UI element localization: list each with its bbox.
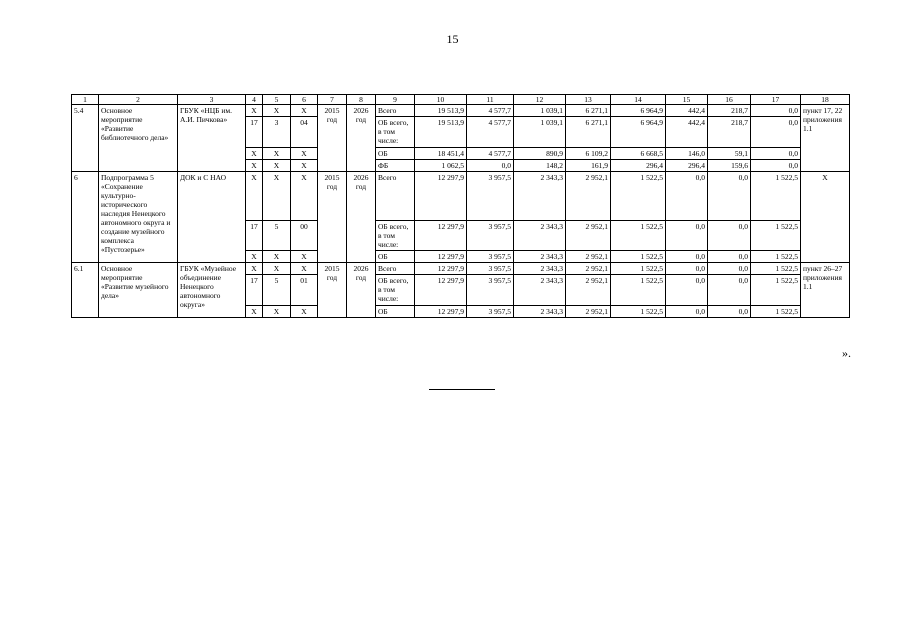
value-cell: 6 271,1	[566, 105, 611, 117]
source-label: Всего	[376, 105, 415, 117]
financing-table	[71, 94, 850, 318]
row-number: 6	[72, 172, 99, 263]
column-header: 6	[291, 95, 318, 105]
value-cell: 1 522,5	[611, 275, 666, 306]
value-cell: 1 522,5	[751, 306, 801, 318]
value-cell: 2 343,3	[514, 251, 566, 263]
code-cell: X	[246, 172, 263, 221]
value-cell: 0,0	[708, 275, 751, 306]
value-cell: 2 952,1	[566, 172, 611, 221]
executor: ГБУК «НЦБ им. А.И. Пичкова»	[178, 105, 246, 172]
value-cell: 0,0	[708, 263, 751, 275]
source-label: ОБ всего, в том числе:	[376, 221, 415, 251]
value-cell: 0,0	[666, 251, 708, 263]
value-cell: 1 522,5	[611, 172, 666, 221]
value-cell: 442,4	[666, 117, 708, 148]
start-year: 2015 год	[318, 105, 347, 172]
column-header: 17	[751, 95, 801, 105]
code-cell: 17	[246, 221, 263, 251]
value-cell: 6 271,1	[566, 117, 611, 148]
value-cell: 3 957,5	[467, 221, 514, 251]
code-cell: X	[291, 306, 318, 318]
column-header: 5	[263, 95, 291, 105]
value-cell: 0,0	[751, 117, 801, 148]
value-cell: 0,0	[467, 160, 514, 172]
source-label: ОБ	[376, 306, 415, 318]
column-header: 11	[467, 95, 514, 105]
value-cell: 12 297,9	[415, 275, 467, 306]
value-cell: 1 522,5	[751, 172, 801, 221]
code-cell: 01	[291, 275, 318, 306]
value-cell: 146,0	[666, 148, 708, 160]
value-cell: 1 522,5	[611, 221, 666, 251]
subprogram-name: Подпрограмма 5 «Сохранение культурно-исторического наследия Ненецкого автономного округа и создание музейного комплекса «Пустозерье»	[99, 172, 178, 263]
value-cell: 2 952,1	[566, 251, 611, 263]
source-label: ОБ	[376, 251, 415, 263]
value-cell: 2 343,3	[514, 275, 566, 306]
value-cell: 159,6	[708, 160, 751, 172]
code-cell: 04	[291, 117, 318, 148]
code-cell: X	[291, 105, 318, 117]
end-year: 2026 год	[347, 263, 376, 318]
value-cell: 0,0	[708, 306, 751, 318]
value-cell: 6 668,5	[611, 148, 666, 160]
source-label: ФБ	[376, 160, 415, 172]
executor: ГБУК «Музейное объединение Ненецкого автономного округа»	[178, 263, 246, 318]
code-cell: X	[291, 148, 318, 160]
value-cell: 2 343,3	[514, 263, 566, 275]
code-cell: X	[246, 306, 263, 318]
source-label: Всего	[376, 263, 415, 275]
source-label: ОБ	[376, 148, 415, 160]
code-cell: X	[246, 251, 263, 263]
code-cell: X	[263, 172, 291, 221]
value-cell: 1 039,1	[514, 117, 566, 148]
value-cell: 2 952,1	[566, 306, 611, 318]
value-cell: 0,0	[751, 148, 801, 160]
code-cell: X	[263, 263, 291, 275]
code-cell: X	[263, 105, 291, 117]
table-row	[72, 263, 850, 275]
value-cell: 0,0	[708, 221, 751, 251]
source-label: ОБ всего, в том числе:	[376, 275, 415, 306]
table-row	[72, 105, 850, 117]
value-cell: 2 343,3	[514, 221, 566, 251]
value-cell: 12 297,9	[415, 221, 467, 251]
value-cell: 0,0	[666, 172, 708, 221]
value-cell: 1 522,5	[611, 306, 666, 318]
closing-quote-mark: ».	[842, 346, 851, 360]
code-cell: X	[291, 251, 318, 263]
value-cell: 1 062,5	[415, 160, 467, 172]
value-cell: 0,0	[751, 105, 801, 117]
value-cell: 0,0	[708, 251, 751, 263]
value-cell: 3 957,5	[467, 172, 514, 221]
table-row	[72, 172, 850, 221]
code-cell: X	[246, 148, 263, 160]
column-header: 14	[611, 95, 666, 105]
column-header: 7	[318, 95, 347, 105]
code-cell: X	[263, 251, 291, 263]
column-header: 16	[708, 95, 751, 105]
value-cell: 2 952,1	[566, 221, 611, 251]
end-year: 2026 год	[347, 105, 376, 172]
value-cell: 1 522,5	[751, 221, 801, 251]
reference-note: пункт 26–27 приложения 1.1	[801, 263, 850, 318]
measure-name: Основное мероприятие «Развитие библиотечного дела»	[99, 105, 178, 172]
value-cell: 218,7	[708, 105, 751, 117]
reference-note: X	[801, 172, 850, 263]
value-cell: 0,0	[666, 275, 708, 306]
value-cell: 218,7	[708, 117, 751, 148]
value-cell: 12 297,9	[415, 251, 467, 263]
column-header: 9	[376, 95, 415, 105]
value-cell: 442,4	[666, 105, 708, 117]
value-cell: 6 964,9	[611, 105, 666, 117]
source-label: ОБ всего, в том числе:	[376, 117, 415, 148]
value-cell: 4 577,7	[467, 105, 514, 117]
value-cell: 12 297,9	[415, 263, 467, 275]
column-header: 12	[514, 95, 566, 105]
value-cell: 18 451,4	[415, 148, 467, 160]
code-cell: X	[263, 160, 291, 172]
value-cell: 2 343,3	[514, 306, 566, 318]
end-year: 2026 год	[347, 172, 376, 263]
value-cell: 12 297,9	[415, 172, 467, 221]
column-header: 8	[347, 95, 376, 105]
code-cell: X	[291, 172, 318, 221]
value-cell: 59,1	[708, 148, 751, 160]
row-number: 6.1	[72, 263, 99, 318]
column-header: 18	[801, 95, 850, 105]
reference-note: пункт 17, 22 приложения 1.1	[801, 105, 850, 172]
value-cell: 4 577,7	[467, 117, 514, 148]
value-cell: 1 039,1	[514, 105, 566, 117]
value-cell: 6 109,2	[566, 148, 611, 160]
value-cell: 148,2	[514, 160, 566, 172]
value-cell: 2 952,1	[566, 263, 611, 275]
column-number-row	[72, 95, 850, 105]
code-cell: X	[263, 306, 291, 318]
source-label: Всего	[376, 172, 415, 221]
page-number: 15	[446, 32, 459, 46]
value-cell: 3 957,5	[467, 306, 514, 318]
code-cell: X	[263, 148, 291, 160]
column-header: 1	[72, 95, 99, 105]
code-cell: 17	[246, 275, 263, 306]
value-cell: 296,4	[666, 160, 708, 172]
value-cell: 0,0	[751, 160, 801, 172]
value-cell: 2 343,3	[514, 172, 566, 221]
start-year: 2015 год	[318, 263, 347, 318]
column-header: 3	[178, 95, 246, 105]
value-cell: 19 513,9	[415, 105, 467, 117]
code-cell: 17	[246, 117, 263, 148]
executor: ДОК и С НАО	[178, 172, 246, 263]
code-cell: 00	[291, 221, 318, 251]
value-cell: 161,9	[566, 160, 611, 172]
value-cell: 1 522,5	[611, 263, 666, 275]
column-header: 2	[99, 95, 178, 105]
value-cell: 4 577,7	[467, 148, 514, 160]
value-cell: 3 957,5	[467, 275, 514, 306]
column-header: 10	[415, 95, 467, 105]
column-header: 4	[246, 95, 263, 105]
value-cell: 3 957,5	[467, 251, 514, 263]
row-number: 5.4	[72, 105, 99, 172]
measure-name: Основное мероприятие «Развитие музейного дела»	[99, 263, 178, 318]
code-cell: X	[246, 160, 263, 172]
value-cell: 1 522,5	[751, 251, 801, 263]
code-cell: 5	[263, 275, 291, 306]
value-cell: 0,0	[666, 306, 708, 318]
value-cell: 0,0	[708, 172, 751, 221]
value-cell: 296,4	[611, 160, 666, 172]
value-cell: 1 522,5	[611, 251, 666, 263]
value-cell: 2 952,1	[566, 275, 611, 306]
code-cell: 5	[263, 221, 291, 251]
value-cell: 0,0	[666, 263, 708, 275]
value-cell: 19 513,9	[415, 117, 467, 148]
code-cell: X	[246, 263, 263, 275]
value-cell: 1 522,5	[751, 263, 801, 275]
value-cell: 0,0	[666, 221, 708, 251]
column-header: 15	[666, 95, 708, 105]
code-cell: 3	[263, 117, 291, 148]
value-cell: 6 964,9	[611, 117, 666, 148]
value-cell: 1 522,5	[751, 275, 801, 306]
column-header: 13	[566, 95, 611, 105]
code-cell: X	[291, 263, 318, 275]
value-cell: 12 297,9	[415, 306, 467, 318]
code-cell: X	[291, 160, 318, 172]
separator-line	[429, 389, 495, 390]
start-year: 2015 год	[318, 172, 347, 263]
value-cell: 3 957,5	[467, 263, 514, 275]
value-cell: 890,9	[514, 148, 566, 160]
code-cell: X	[246, 105, 263, 117]
